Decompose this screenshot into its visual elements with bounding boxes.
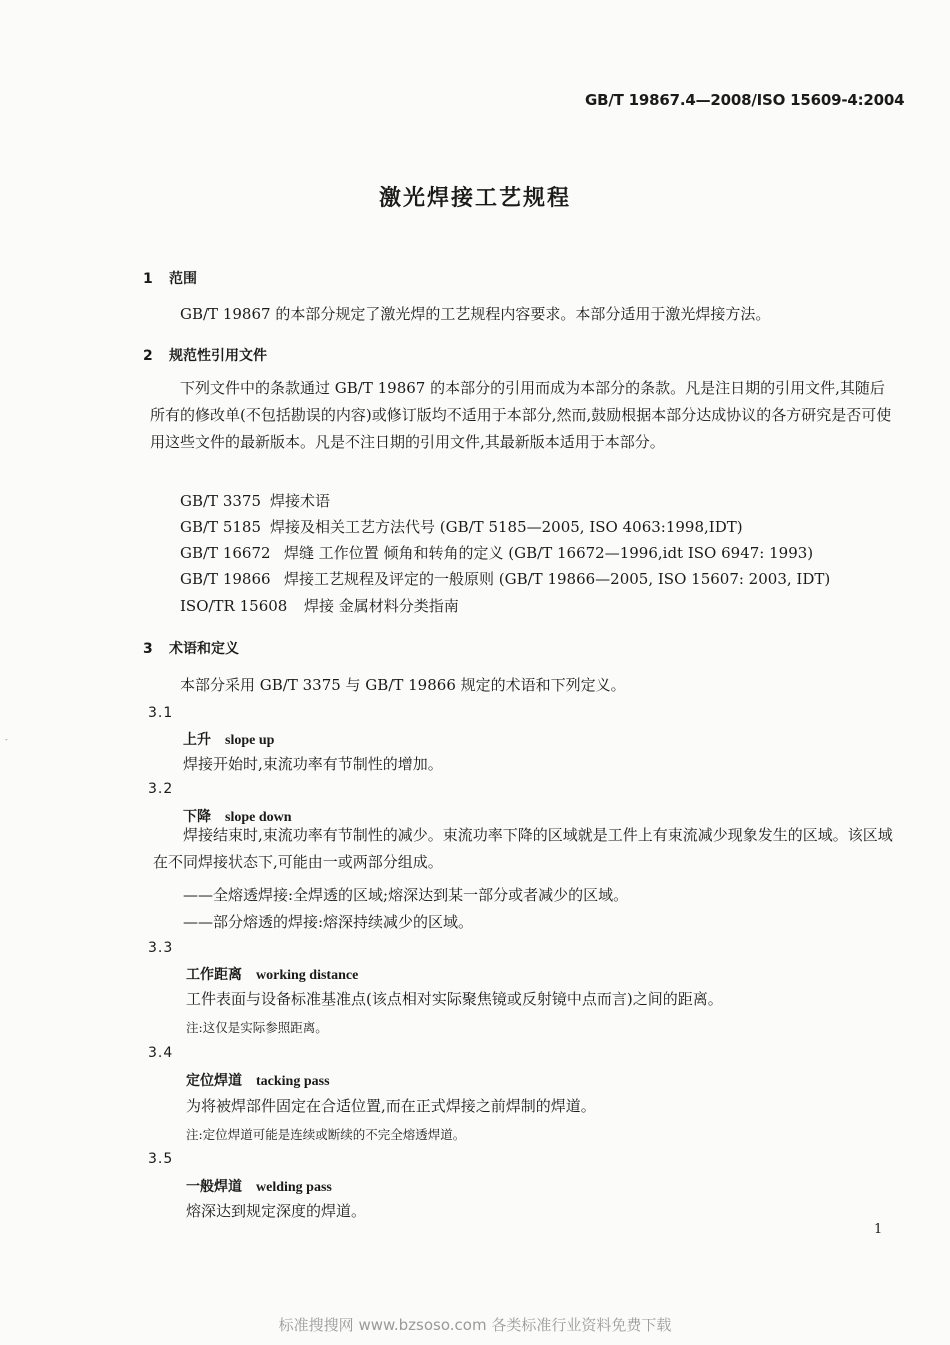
term-number: 3.4 bbox=[148, 1045, 174, 1061]
section-title: 范围 bbox=[169, 271, 197, 287]
reference-item bbox=[180, 542, 813, 563]
term-zh: 工作距离 bbox=[186, 967, 242, 983]
term-definition: 为将被焊部件固定在合适位置,而在正式焊接之前焊制的焊道。 bbox=[186, 1097, 596, 1115]
definition-list-item: ——全熔透焊接:全焊透的区域;熔深达到某一部分或者减少的区域。 bbox=[183, 886, 629, 904]
reference-title: 焊缝 工作位置 倾角和转角的定义 (GB/T 16672—1996,idt ISO 6947: 1993) bbox=[284, 544, 814, 562]
reference-title: 焊接 金属材料分类指南 bbox=[304, 597, 459, 615]
reference-item bbox=[180, 568, 830, 589]
section-number: 2 bbox=[143, 348, 153, 364]
section-number: 3 bbox=[143, 641, 153, 657]
term-en: tacking pass bbox=[256, 1074, 330, 1089]
term-note: 注:这仅是实际参照距离。 bbox=[186, 1020, 328, 1035]
page-number: 1 bbox=[874, 1222, 883, 1237]
term-en: working distance bbox=[256, 968, 359, 983]
section-3-heading bbox=[143, 638, 239, 658]
term-number: 3.1 bbox=[148, 705, 174, 721]
term-heading bbox=[186, 964, 358, 984]
section-number: 1 bbox=[143, 271, 153, 287]
term-zh: 定位焊道 bbox=[186, 1073, 242, 1089]
reference-code: GB/T 3375 bbox=[180, 492, 262, 510]
term-heading bbox=[186, 1176, 332, 1196]
standard-number: GB/T 19867.4—2008/ISO 15609-4:2004 bbox=[585, 91, 905, 109]
term-definition: 焊接结束时,束流功率有节制性的减少。束流功率下降的区域就是工件上有束流减少现象发生的区域。该区域在不同焊接状态下,可能由一或两部分组成。 bbox=[153, 826, 893, 871]
term-heading bbox=[183, 729, 274, 749]
section-title: 术语和定义 bbox=[169, 641, 239, 657]
term-heading bbox=[186, 1070, 330, 1090]
term-zh: 下降 bbox=[183, 809, 211, 825]
reference-code: GB/T 16672 bbox=[180, 544, 271, 562]
term-definition: 工件表面与设备标准基准点(该点相对实际聚焦镜或反射镜中点而言)之间的距离。 bbox=[186, 990, 723, 1008]
section-1-heading bbox=[143, 268, 197, 288]
term-note: 注:定位焊道可能是连续或断续的不完全熔透焊道。 bbox=[186, 1127, 466, 1142]
reference-title: 焊接及相关工艺方法代号 (GB/T 5185—2005, ISO 4063:1998,IDT) bbox=[270, 518, 743, 536]
section-1-text: GB/T 19867 的本部分规定了激光焊的工艺规程内容要求。本部分适用于激光焊接方法。 bbox=[180, 305, 771, 323]
document-title: 激光焊接工艺规程 bbox=[378, 186, 571, 211]
definition-list-item: ——部分熔透的焊接:熔深持续减少的区域。 bbox=[183, 913, 474, 931]
reference-item bbox=[180, 516, 743, 537]
term-en: welding pass bbox=[256, 1180, 332, 1195]
section-3-intro: 本部分采用 GB/T 3375 与 GB/T 19866 规定的术语和下列定义。 bbox=[180, 676, 626, 694]
term-zh: 一般焊道 bbox=[186, 1179, 242, 1195]
reference-title: 焊接术语 bbox=[270, 492, 331, 510]
term-number: 3.2 bbox=[148, 781, 174, 797]
scan-mark: - bbox=[5, 735, 8, 744]
reference-title: 焊接工艺规程及评定的一般原则 (GB/T 19866—2005, ISO 15607: 2003, IDT) bbox=[284, 570, 831, 588]
term-en: slope up bbox=[225, 733, 275, 748]
term-definition: 焊接开始时,束流功率有节制性的增加。 bbox=[183, 755, 443, 773]
section-2-intro: 下列文件中的条款通过 GB/T 19867 的本部分的引用而成为本部分的条款。凡是注日期的引用文件,其随后所有的修改单(不包括勘误的内容)或修订版均不适用于本部分,然而,鼓励根据本部分达成协议的各方研究是否可使用这些文件的最新版本。凡是不注日期的引用文件,其最新版本适用于本部分。 bbox=[150, 379, 892, 451]
term-definition: 熔深达到规定深度的焊道。 bbox=[186, 1202, 367, 1220]
reference-item bbox=[180, 490, 330, 511]
section-title: 规范性引用文件 bbox=[169, 348, 267, 364]
term-zh: 上升 bbox=[183, 732, 211, 748]
term-en: slope down bbox=[225, 810, 292, 825]
section-2-heading bbox=[143, 345, 267, 365]
reference-item bbox=[180, 595, 459, 616]
term-number: 3.3 bbox=[148, 940, 174, 956]
reference-code: GB/T 5185 bbox=[180, 518, 262, 536]
term-number: 3.5 bbox=[148, 1151, 174, 1167]
footer-watermark: 标准搜搜网 www.bzsoso.com 各类标准行业资料免费下载 bbox=[278, 1316, 672, 1334]
reference-code: GB/T 19866 bbox=[180, 570, 271, 588]
reference-code: ISO/TR 15608 bbox=[180, 597, 288, 615]
